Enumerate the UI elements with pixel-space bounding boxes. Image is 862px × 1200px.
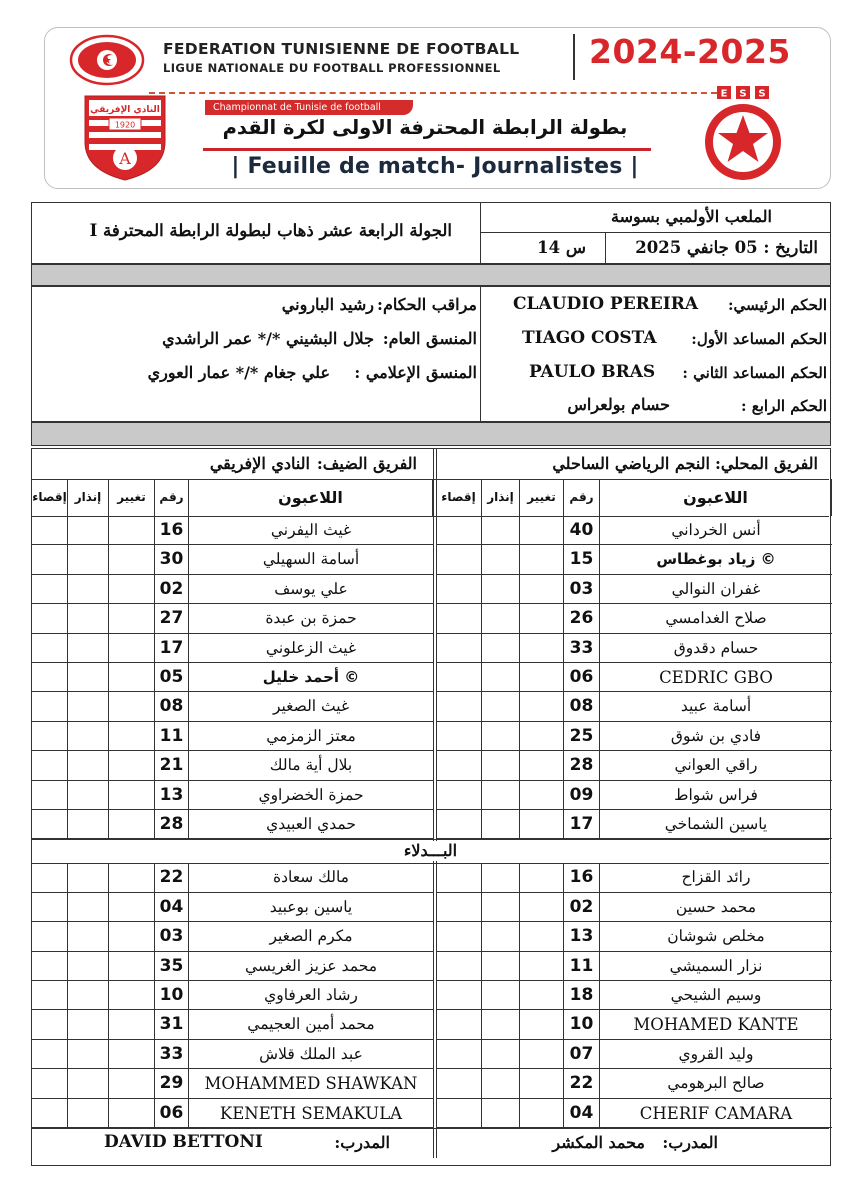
away-starter-exp-cell	[32, 663, 68, 692]
away-sub-sub-cell	[109, 1010, 155, 1039]
home-sub-sub-cell	[520, 1040, 564, 1069]
referee-label: الحكم الرئيسي:	[727, 296, 827, 314]
away-starter-sub-cell	[109, 751, 155, 780]
away-starter-warn-cell	[68, 751, 109, 780]
away-starter-sub-cell	[109, 810, 155, 839]
away-header-exp: إقصاء	[32, 479, 68, 516]
home-starter-number: 03	[564, 575, 600, 604]
home-sub-exp-cell	[436, 863, 482, 892]
away-sub-exp-cell	[32, 863, 68, 892]
away-starter-sub-cell	[109, 663, 155, 692]
home-starter-exp-cell	[436, 516, 482, 545]
home-starter-warn-cell	[482, 604, 520, 633]
season-label: 2024-2025	[589, 32, 791, 71]
away-sub-exp-cell	[32, 1010, 68, 1039]
home-sub-warn-cell	[482, 1069, 520, 1098]
home-sub-number: 18	[564, 981, 600, 1010]
home-sub-player-name: نزار السميشي	[600, 952, 832, 981]
match-date: التاريخ : 05 جانفي 2025	[635, 238, 818, 257]
away-sub-sub-cell	[109, 893, 155, 922]
home-starter-warn-cell	[482, 516, 520, 545]
home-sub-player-name: CHERIF CAMARA	[600, 1099, 832, 1128]
away-sub-warn-cell	[68, 863, 109, 892]
away-starter-sub-cell	[109, 692, 155, 721]
away-sub-number: 29	[155, 1069, 189, 1098]
home-starter-sub-cell	[520, 604, 564, 633]
away-sub-player-name: محمد أمين العجيمي	[189, 1010, 433, 1039]
away-team-label: الفريق الضيف:	[316, 454, 417, 473]
officials-block	[31, 286, 831, 422]
season-divider	[573, 34, 575, 80]
away-sub-player-name: مكرم الصغير	[189, 922, 433, 951]
svg-text:A: A	[119, 149, 131, 168]
away-starter-number: 02	[155, 575, 189, 604]
home-starter-exp-cell	[436, 751, 482, 780]
federation-logo-icon	[69, 34, 145, 86]
federation-title: FEDERATION TUNISIENNE DE FOOTBALL	[163, 40, 520, 58]
home-sub-number: 16	[564, 863, 600, 892]
etoile-sahel-logo-icon	[685, 84, 801, 184]
away-starter-exp-cell	[32, 575, 68, 604]
home-sub-warn-cell	[482, 1040, 520, 1069]
home-starter-warn-cell	[482, 810, 520, 839]
home-sub-number: 22	[564, 1069, 600, 1098]
home-starter-player-name: ياسين الشماخي	[600, 810, 832, 839]
observer-name: رشيد الباروني	[281, 295, 374, 314]
away-starter-sub-cell	[109, 545, 155, 574]
home-starter-player-name: صلاح الغدامسي	[600, 604, 832, 633]
away-starter-warn-cell	[68, 810, 109, 839]
home-starter-player-name: حسام دقدوق	[600, 634, 832, 663]
home-starter-player-name: أنس الخرداني	[600, 516, 832, 545]
away-starter-player-name: حمزة بن عبدة	[189, 604, 433, 633]
away-sub-number: 10	[155, 981, 189, 1010]
team-divider	[433, 449, 434, 1158]
home-sub-sub-cell	[520, 981, 564, 1010]
home-header-num: رقم	[564, 479, 600, 516]
home-starter-player-name: راقي العواني	[600, 751, 832, 780]
home-starter-number: 09	[564, 781, 600, 810]
fourth-official-label: الحكم الرابع :	[740, 397, 827, 415]
home-starter-number: 06	[564, 663, 600, 692]
away-starter-player-name: حمدي العبيدي	[189, 810, 433, 839]
home-sub-player-name: رائد القزاح	[600, 863, 832, 892]
general-coord-label: المنسق العام:	[382, 329, 477, 348]
home-starter-sub-cell	[520, 663, 564, 692]
home-starter-sub-cell	[520, 781, 564, 810]
home-starter-sub-cell	[520, 634, 564, 663]
away-sub-number: 31	[155, 1010, 189, 1039]
home-starter-warn-cell	[482, 545, 520, 574]
away-starter-sub-cell	[109, 781, 155, 810]
away-starter-number: 27	[155, 604, 189, 633]
home-starter-number: 08	[564, 692, 600, 721]
away-starter-number: 05	[155, 663, 189, 692]
media-coord-name: علي جغام */* عمار العوري	[147, 363, 330, 382]
home-starter-exp-cell	[436, 810, 482, 839]
home-sub-number: 02	[564, 893, 600, 922]
away-sub-number: 06	[155, 1099, 189, 1128]
home-starter-warn-cell	[482, 663, 520, 692]
home-sub-exp-cell	[436, 1010, 482, 1039]
away-sub-warn-cell	[68, 922, 109, 951]
home-sub-sub-cell	[520, 952, 564, 981]
away-starter-exp-cell	[32, 516, 68, 545]
away-starter-player-name: معتز الزمزمي	[189, 722, 433, 751]
federation-name	[163, 40, 603, 75]
svg-text:S: S	[739, 88, 747, 100]
away-coach-name: DAVID BETTONI	[104, 1132, 263, 1152]
away-starter-number: 08	[155, 692, 189, 721]
away-sub-warn-cell	[68, 952, 109, 981]
away-sub-player-name: عبد الملك قلاش	[189, 1040, 433, 1069]
away-starter-exp-cell	[32, 781, 68, 810]
away-starter-warn-cell	[68, 722, 109, 751]
home-header-warn: إنذار	[482, 479, 520, 516]
away-starter-sub-cell	[109, 634, 155, 663]
home-coach-name: محمد المكشر	[552, 1133, 645, 1152]
away-sub-exp-cell	[32, 893, 68, 922]
home-starter-warn-cell	[482, 722, 520, 751]
away-sub-number: 33	[155, 1040, 189, 1069]
away-sub-player-name: KENETH SEMAKULA	[189, 1099, 433, 1128]
away-starter-exp-cell	[32, 810, 68, 839]
home-sub-exp-cell	[436, 1040, 482, 1069]
home-starter-player-name: زياد بوغطاس ©	[600, 545, 832, 574]
away-starter-number: 16	[155, 516, 189, 545]
home-sub-exp-cell	[436, 981, 482, 1010]
away-sub-exp-cell	[32, 1099, 68, 1128]
match-time: س 14	[537, 238, 586, 257]
league-title-ar: بطولة الرابطة المحترفة الاولى لكرة القدم	[222, 116, 628, 139]
general-coord-name: جلال البشيني */* عمر الراشدي	[162, 329, 374, 348]
away-sub-player-name: ياسين بوعبيد	[189, 893, 433, 922]
home-sub-exp-cell	[436, 893, 482, 922]
away-header-name: اللاعبون	[189, 479, 433, 516]
home-sub-warn-cell	[482, 922, 520, 951]
dashed-divider	[149, 92, 717, 94]
home-sub-number: 11	[564, 952, 600, 981]
away-starter-sub-cell	[109, 516, 155, 545]
header-banner	[44, 27, 831, 189]
home-sub-number: 13	[564, 922, 600, 951]
home-header-sub: تغيير	[520, 479, 564, 516]
fourth-official-name: حسام بولعراس	[567, 395, 670, 414]
home-starter-sub-cell	[520, 722, 564, 751]
away-starter-exp-cell	[32, 692, 68, 721]
round-label: الجولة الرابعة عشر ذهاب لبطولة الرابطة المحترفة I	[89, 221, 452, 240]
home-sub-warn-cell	[482, 1010, 520, 1039]
away-sub-warn-cell	[68, 1069, 109, 1098]
home-sub-exp-cell	[436, 1069, 482, 1098]
coach-row-line	[32, 1128, 829, 1129]
home-header-exp: إقصاء	[436, 479, 482, 516]
home-starter-number: 28	[564, 751, 600, 780]
away-sub-sub-cell	[109, 863, 155, 892]
home-starter-exp-cell	[436, 634, 482, 663]
away-sub-sub-cell	[109, 1069, 155, 1098]
away-sub-sub-cell	[109, 981, 155, 1010]
away-sub-player-name: رشاد العرفاوي	[189, 981, 433, 1010]
home-sub-player-name: محمد حسين	[600, 893, 832, 922]
away-sub-number: 35	[155, 952, 189, 981]
home-starter-number: 40	[564, 516, 600, 545]
club-africain-logo-icon	[79, 90, 171, 182]
away-starter-sub-cell	[109, 722, 155, 751]
media-coord-label: المنسق الإعلامي :	[354, 363, 477, 382]
home-starter-sub-cell	[520, 545, 564, 574]
away-sub-sub-cell	[109, 922, 155, 951]
home-starter-exp-cell	[436, 545, 482, 574]
away-sub-warn-cell	[68, 981, 109, 1010]
championship-tag: Championnat de Tunisie de football	[205, 100, 413, 115]
home-sub-number: 04	[564, 1099, 600, 1128]
home-header-name: اللاعبون	[600, 479, 832, 516]
home-starter-sub-cell	[520, 575, 564, 604]
away-starter-warn-cell	[68, 545, 109, 574]
away-coach-label: المدرب:	[334, 1133, 390, 1152]
home-starter-exp-cell	[436, 604, 482, 633]
home-team-name: النجم الرياضي الساحلي	[552, 454, 710, 473]
home-starter-exp-cell	[436, 663, 482, 692]
away-sub-number: 22	[155, 863, 189, 892]
away-starter-exp-cell	[32, 545, 68, 574]
home-coach-label: المدرب:	[662, 1133, 718, 1152]
home-sub-sub-cell	[520, 1010, 564, 1039]
home-starter-player-name: فادي بن شوق	[600, 722, 832, 751]
svg-text:S: S	[758, 88, 766, 100]
away-starter-sub-cell	[109, 575, 155, 604]
away-starter-sub-cell	[109, 604, 155, 633]
home-starter-player-name: غفران النوالي	[600, 575, 832, 604]
away-starter-number: 11	[155, 722, 189, 751]
home-starter-warn-cell	[482, 575, 520, 604]
match-info	[31, 202, 831, 264]
away-starter-number: 30	[155, 545, 189, 574]
referee-name: CLAUDIO PEREIRA	[513, 294, 699, 314]
away-starter-warn-cell	[68, 663, 109, 692]
home-sub-exp-cell	[436, 922, 482, 951]
svg-text:1920: 1920	[114, 120, 136, 130]
home-sub-warn-cell	[482, 952, 520, 981]
away-sub-exp-cell	[32, 1040, 68, 1069]
away-starter-number: 21	[155, 751, 189, 780]
away-starter-player-name: غيث الصغير	[189, 692, 433, 721]
stadium-label: الملعب الأولمبي بسوسة	[611, 207, 772, 226]
home-sub-exp-cell	[436, 1099, 482, 1128]
away-sub-player-name: مالك سعادة	[189, 863, 433, 892]
away-team-name: النادي الإفريقي	[209, 454, 310, 473]
home-starter-warn-cell	[482, 781, 520, 810]
away-sub-warn-cell	[68, 1099, 109, 1128]
home-team-label: الفريق المحلي:	[714, 454, 818, 473]
away-starter-player-name: بلال أية مالك	[189, 751, 433, 780]
away-header-warn: إنذار	[68, 479, 109, 516]
players-table	[31, 448, 831, 1166]
away-starter-warn-cell	[68, 634, 109, 663]
home-starter-warn-cell	[482, 692, 520, 721]
away-sub-sub-cell	[109, 1099, 155, 1128]
away-sub-sub-cell	[109, 1040, 155, 1069]
home-starter-sub-cell	[520, 751, 564, 780]
away-starter-number: 28	[155, 810, 189, 839]
away-starter-warn-cell	[68, 781, 109, 810]
away-starter-exp-cell	[32, 634, 68, 663]
assistant1-label: الحكم المساعد الأول:	[691, 330, 827, 348]
away-sub-number: 03	[155, 922, 189, 951]
away-starter-player-name: أسامة السهيلي	[189, 545, 433, 574]
home-sub-player-name: MOHAMED KANTE	[600, 1010, 832, 1039]
away-starter-warn-cell	[68, 516, 109, 545]
home-sub-sub-cell	[520, 1069, 564, 1098]
away-starter-player-name: أحمد خليل ©	[189, 663, 433, 692]
away-sub-exp-cell	[32, 952, 68, 981]
assistant2-label: الحكم المساعد الثاني :	[682, 364, 827, 382]
away-sub-player-name: محمد عزيز الغريسي	[189, 952, 433, 981]
home-sub-sub-cell	[520, 863, 564, 892]
away-sub-exp-cell	[32, 981, 68, 1010]
away-sub-number: 04	[155, 893, 189, 922]
home-sub-player-name: وليد القروي	[600, 1040, 832, 1069]
home-starter-number: 26	[564, 604, 600, 633]
away-starter-player-name: حمزة الخضراوي	[189, 781, 433, 810]
home-starter-number: 17	[564, 810, 600, 839]
observer-label: مراقب الحكام:	[377, 295, 477, 314]
assistant2-name: PAULO BRAS	[529, 362, 656, 382]
home-sub-warn-cell	[482, 981, 520, 1010]
away-starter-exp-cell	[32, 604, 68, 633]
home-starter-number: 25	[564, 722, 600, 751]
away-starter-exp-cell	[32, 722, 68, 751]
away-sub-player-name: MOHAMMED SHAWKAN	[189, 1069, 433, 1098]
home-sub-exp-cell	[436, 952, 482, 981]
title-underline	[203, 148, 651, 151]
away-sub-exp-cell	[32, 1069, 68, 1098]
assistant1-name: TIAGO COSTA	[522, 328, 657, 348]
league-title: LIGUE NATIONALE DU FOOTBALL PROFESSIONNEL	[163, 61, 501, 75]
away-starter-warn-cell	[68, 575, 109, 604]
away-starter-exp-cell	[32, 751, 68, 780]
home-starter-warn-cell	[482, 634, 520, 663]
home-sub-sub-cell	[520, 893, 564, 922]
away-starter-number: 17	[155, 634, 189, 663]
home-sub-warn-cell	[482, 893, 520, 922]
away-sub-warn-cell	[68, 1010, 109, 1039]
separator-band-1	[31, 264, 831, 286]
subs-bar-top	[32, 839, 829, 840]
away-starter-player-name: غيث الزعلوني	[189, 634, 433, 663]
svg-text:E: E	[720, 88, 728, 100]
home-sub-player-name: صالح البرهومي	[600, 1069, 832, 1098]
home-starter-warn-cell	[482, 751, 520, 780]
home-starter-exp-cell	[436, 692, 482, 721]
home-sub-player-name: وسيم الشيحي	[600, 981, 832, 1010]
away-starter-warn-cell	[68, 692, 109, 721]
home-starter-sub-cell	[520, 810, 564, 839]
away-sub-warn-cell	[68, 1040, 109, 1069]
home-sub-sub-cell	[520, 1099, 564, 1128]
away-header-sub: تغيير	[109, 479, 155, 516]
away-sub-sub-cell	[109, 952, 155, 981]
away-starter-player-name: علي يوسف	[189, 575, 433, 604]
home-sub-sub-cell	[520, 922, 564, 951]
home-sub-warn-cell	[482, 1099, 520, 1128]
home-starter-exp-cell	[436, 781, 482, 810]
away-sub-warn-cell	[68, 893, 109, 922]
home-starter-number: 33	[564, 634, 600, 663]
home-starter-number: 15	[564, 545, 600, 574]
home-starter-exp-cell	[436, 722, 482, 751]
home-sub-warn-cell	[482, 863, 520, 892]
home-starter-sub-cell	[520, 516, 564, 545]
svg-text:النادي الإفريقي: النادي الإفريقي	[90, 105, 160, 115]
separator-band-2	[31, 422, 831, 446]
home-starter-player-name: أسامة عبيد	[600, 692, 832, 721]
away-starter-number: 13	[155, 781, 189, 810]
away-header-num: رقم	[155, 479, 189, 516]
sheet-title: | Feuille de match- Journalistes |	[231, 154, 639, 179]
away-sub-exp-cell	[32, 922, 68, 951]
subs-label: البـــدلاء	[32, 841, 829, 861]
home-starter-exp-cell	[436, 575, 482, 604]
home-sub-number: 10	[564, 1010, 600, 1039]
away-starter-warn-cell	[68, 604, 109, 633]
home-starter-sub-cell	[520, 692, 564, 721]
away-starter-player-name: غيث اليفرني	[189, 516, 433, 545]
home-sub-number: 07	[564, 1040, 600, 1069]
home-starter-player-name: CEDRIC GBO	[600, 663, 832, 692]
home-starter-player-name: فراس شواط	[600, 781, 832, 810]
home-sub-player-name: مخلص شوشان	[600, 922, 832, 951]
